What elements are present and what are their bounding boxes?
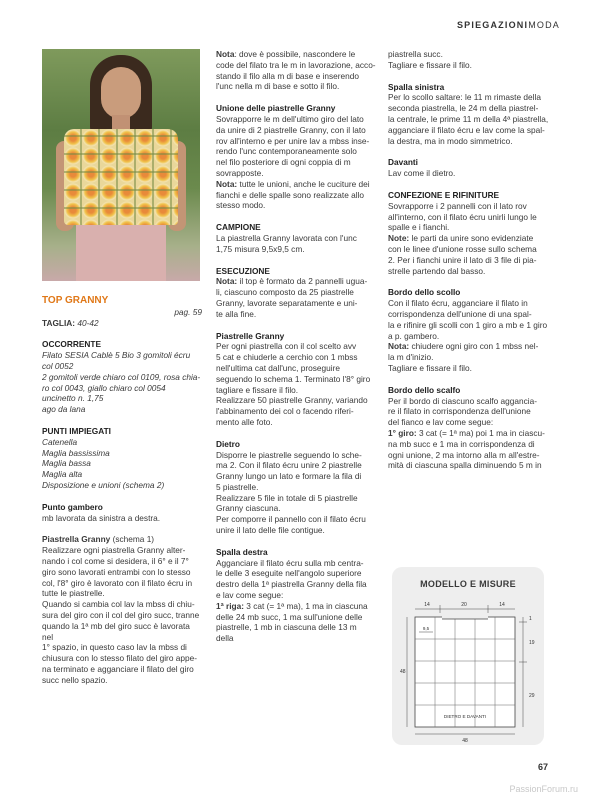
spalla-destra-heading: Spalla destra — [216, 546, 268, 557]
text-line: Realizzare 50 piastrelle Granny, variando — [216, 395, 368, 406]
page-number: 67 — [537, 762, 548, 772]
panel-label: DIETRO E DAVANTI — [443, 714, 487, 719]
text-line: Per ogni piastrella con il col scelto avv — [216, 341, 357, 352]
text-line: a p. gambero. — [388, 330, 440, 341]
text-line: Maglia alta — [42, 469, 83, 480]
scollo-text — [388, 298, 550, 341]
text-line: con le linee d'unione rosse sullo schema — [388, 243, 537, 254]
giro1-text: 1° giro: 3 cat (= 1ª ma) poi 1 ma in ciascu- na mb succ e 1 ma in corrispondenza di ogni unione, 2 ma intorno alla m all'estre- mità di ciascuna spalla diminuendo 5 m in — [388, 428, 550, 471]
text-line: Catenella — [42, 436, 78, 447]
text-line: stesso modo. — [216, 200, 266, 211]
text-line: 1,75 misura 9,5x9,5 cm. — [216, 243, 305, 254]
text-line: piastrelle, 1 mb in ciascuna delle 13 m della — [216, 622, 357, 644]
text-line: La piastrella Granny lavorata con l'unc — [216, 232, 357, 243]
esecuzione-heading: ESECUZIONE — [216, 265, 270, 276]
text-line: Sovrapporre le m dell'ultimo giro del lato — [216, 113, 364, 124]
column-2 — [216, 49, 376, 644]
piastrelle-heading: Piastrelle Granny — [216, 330, 285, 341]
text-line: Maglia bassissima — [42, 447, 110, 458]
text-line: nell'ultima cat dall'unc, proseguire — [216, 362, 340, 373]
text-line: Maglia bassa — [42, 458, 91, 469]
text-line: il top è formato da 2 pannelli ugua- — [237, 276, 368, 287]
text-line: la e rifinire gli scolli con 1 giro a mb e 1 giro — [388, 319, 548, 330]
text-line: la destra, ma in modo simmetrico. — [388, 135, 513, 146]
text-line: tutte le unioni, anche le cuciture dei — [237, 178, 370, 189]
text-line: destro della 1ª piastrella Granny della fila — [216, 579, 367, 590]
occorrente-heading: OCCORRENTE — [42, 339, 102, 350]
text-line: tagliare e fissare il filo. — [216, 384, 299, 395]
esecuzione-text: Nota: il top è formato da 2 pannelli ugua- li, ciascuno composto da 25 piastrelle Granny, lavorate separatamente e uni- te alla fine. — [216, 276, 376, 319]
text-line: chiudere ogni giro con 1 mbss nel- — [409, 341, 539, 352]
text-line: Tagliare e fissare il filo. — [388, 59, 472, 70]
dim-top-left: 14 — [424, 602, 430, 608]
confezione-note: Note: le parti da unire sono evidenziate con le linee d'unione rosse sullo schema 2. Per i fianchi unire il lato di 3 file di pia- strelle partendo dal basso. — [388, 233, 550, 276]
text-line: strelle partendo dal basso. — [388, 265, 486, 276]
dim-right-1: 1 — [529, 616, 532, 622]
watermark: PassionForum.ru — [509, 784, 578, 794]
text-line: da unire di 2 piastrelle Granny, con il lato — [216, 124, 366, 135]
text-line: Realizzare ogni piastrella Granny alter- — [42, 545, 186, 556]
text-line: rov all'interno e per unire lav a mbss inse- — [216, 135, 370, 146]
text-line: mità di ciascuna spalla diminuendo 5 m in — [388, 460, 542, 471]
text-line: 2. Per i fianchi unire il lato di 3 file di pia- — [388, 254, 537, 265]
unione-heading: Unione delle piastrelle Granny — [216, 103, 336, 114]
text-line: ago da lana — [42, 404, 86, 415]
confezione-text — [388, 201, 550, 233]
column-3 — [388, 49, 550, 471]
text-line: e lav come segue: — [216, 590, 284, 601]
text-line: li, ciascuno composto da 25 piastrelle — [216, 287, 354, 298]
neck-cutout — [442, 611, 488, 619]
text-line: nando i col come si desidera, il 6° e il 7° — [42, 555, 189, 566]
text-line: la m d'inizio. — [388, 352, 434, 363]
text-line: giro sono lavorati entrambi con lo stesso — [42, 566, 191, 577]
text-line: seconda piastrella, le 24 m della piastrel- — [388, 103, 539, 114]
text-line: Per lo scollo saltare: le 11 m rimaste della — [388, 92, 541, 103]
gambero-heading: Punto gambero — [42, 501, 103, 512]
text-line: Con il filato écru, agganciare il filato in — [388, 298, 528, 309]
text-line: sovrapposte. — [216, 167, 264, 178]
text-line: Granny, lavorate separatamente e uni- — [216, 297, 358, 308]
occorrente-list — [42, 350, 202, 415]
panel-outline — [415, 617, 515, 727]
text-line: unire il lato delle file contigue. — [216, 525, 325, 536]
text-line: spalle e i fianchi. — [388, 222, 450, 233]
page-reference: pag. 59 — [174, 306, 202, 317]
text-line: le delle 3 eseguite nell'angolo superiore — [216, 568, 362, 579]
text-line: 5 cat e chiuderle a cerchio con 1 mbss — [216, 352, 358, 363]
text-line: Filato SESIA Cablè 5 Bio 3 gomitoli écru — [42, 350, 191, 361]
text-line: sura del giro con il col del giro succ, tranne — [42, 609, 200, 620]
text-line: 1° spazio, in questo caso lav la mbss di — [42, 642, 187, 653]
dietro-heading: Dietro — [216, 438, 240, 449]
nota-paragraph: Nota: dove è possibile, nascondere le code del filato tra le m in lavorazione, acco- stando il filo alla m di base e inserendo l'unc nella m di base e sotto il filo. — [216, 49, 376, 92]
text-line: piastrella succ. — [388, 49, 443, 59]
text-line: re il filato in corrispondenza dell'unione — [388, 406, 531, 417]
text-line: Granny ciascuna. — [216, 503, 281, 514]
text-line: tutte le piastrelle. — [42, 588, 105, 599]
scalfo-heading: Bordo dello scalfo — [388, 384, 461, 395]
confezione-heading: CONFEZIONE E RIFINITURE — [388, 189, 500, 200]
granny-text — [42, 545, 202, 685]
text-line: na mb succ e 1 ma in corrispondenza di — [388, 438, 535, 449]
davanti-heading: Davanti — [388, 157, 418, 168]
piastrelle-text — [216, 341, 376, 427]
dim-right-3: 29 — [529, 693, 535, 699]
text-line: Granny lungo un lato e formare la fila di — [216, 471, 362, 482]
text-line: col, l'8° giro è lavorato con il filato écru in — [42, 577, 193, 588]
text-line: seguendo lo schema 1. Terminato l'8° giro — [216, 373, 371, 384]
text-line: Quando si cambia col lav la mbss di chiu- — [42, 599, 195, 610]
text-line: 5 piastrelle. — [216, 481, 259, 492]
scollo-heading: Bordo dello scollo — [388, 287, 461, 298]
dim-right-2: 19 — [529, 640, 535, 646]
scollo-note: Nota: chiudere ogni giro con 1 mbss nel- la m d'inizio. Tagliare e fissare il filo. — [388, 341, 550, 373]
model-photo — [42, 49, 200, 281]
spalla-destra-text — [216, 558, 376, 601]
riga1-text: 1ª riga: 3 cat (= 1ª ma), 1 ma in ciascuna delle 24 mb succ, 1 ma sull'unione delle piastrelle, 1 mb in ciascuna delle 13 m della — [216, 601, 376, 644]
text-line: succ nello spazio. — [42, 674, 108, 685]
dim-top-center: 20 — [461, 602, 467, 608]
text-line: mento alle foto. — [216, 416, 273, 427]
dim-top-right: 14 — [499, 602, 505, 608]
punti-list — [42, 437, 202, 491]
text-line: Tagliare e fissare il filo. — [388, 362, 472, 373]
text-line: del fianco e lav come segue: — [388, 417, 494, 428]
dietro-text — [216, 450, 376, 536]
text-line: uncinetto n. 1,75 — [42, 393, 104, 404]
text-line: Per comporre il pannello con il filato écru — [216, 514, 366, 525]
section-header — [457, 20, 560, 30]
measurements-box — [392, 567, 544, 745]
column-1 — [42, 296, 202, 686]
dim-bottom: 48 — [462, 738, 468, 744]
dim-left: 48 — [400, 669, 406, 675]
campione-text — [216, 233, 376, 255]
text-line: corrispondenza dell'unione di una spal- — [388, 308, 532, 319]
text-line: Sovrapporre i 2 pannelli con il lato rov — [388, 200, 527, 211]
gambero-text: mb lavorata da sinistra a destra. — [42, 512, 161, 523]
size-line: TAGLIA: 40-42 — [42, 317, 99, 328]
text-line: 3 cat (= 1ª ma), 1 ma in ciascuna — [243, 600, 368, 611]
section-header-light: MODA — [528, 20, 560, 30]
text-line: fianchi e delle spalle sono realizzate allo — [216, 189, 365, 200]
text-line: 2 gomitoli verde chiaro col 0109, rosa chia- — [42, 371, 201, 382]
davanti-text — [388, 168, 550, 179]
spalla-sinistra-heading: Spalla sinistra — [388, 81, 445, 92]
dim-tile: 9,5 — [422, 626, 430, 631]
text-line: agganciare il filato écru e lav come la spal- — [388, 124, 545, 135]
text-line: ma 2. Con il filato écru unire 2 piastrelle — [216, 460, 362, 471]
text-line: code del filato tra le m in lavorazione, acco- — [216, 59, 376, 70]
text-line: Lav come il dietro. — [388, 168, 456, 179]
granny-heading: Piastrella Granny (schema 1) — [42, 534, 155, 545]
text-line: quando la 1ª mb del giro succ è lavorata nel — [42, 620, 190, 642]
text-line: chiusura con lo stesso filato del giro appe- — [42, 653, 197, 664]
text-line: Realizzare 5 file in totale di 5 piastrelle — [216, 492, 358, 503]
text-line: l'unc nella m di base e sotto il filo. — [216, 81, 340, 92]
text-line: ro col 0043, giallo chiaro col 0054 — [42, 382, 166, 393]
text-line: stando il filo alla m di base e inserendo — [216, 70, 359, 81]
text-line: Per il bordo di ciascuno scalfo aggancia- — [388, 395, 537, 406]
scalfo-text — [388, 396, 550, 428]
text-line: Agganciare il filato écru sulla mb centra- — [216, 557, 364, 568]
text-line: te alla fine. — [216, 308, 257, 319]
text-line: rendo l'unc contemporaneamente solo — [216, 146, 357, 157]
text-line: le parti da unire sono evidenziate — [409, 233, 534, 244]
unione-text — [216, 114, 376, 179]
text-line: : dove è possibile, nascondere le — [234, 49, 356, 59]
text-line: nel filo posteriore di ogni coppia di m — [216, 157, 351, 168]
text-line: la centrale, le prime 11 m della 4ª piastrella, — [388, 113, 549, 124]
text-line: Disposizione e unioni (schema 2) — [42, 479, 165, 490]
text-line: Disporre le piastrelle seguendo lo sche- — [216, 449, 362, 460]
text-line: l'abbinamento dei col o facendo riferi- — [216, 406, 354, 417]
text-line: delle 24 mb succ, 1 ma sull'unione delle — [216, 611, 363, 622]
text-line: col 0052 — [42, 360, 74, 371]
spalla-sinistra-text — [388, 92, 550, 146]
section-header-bold: SPIEGAZIONI — [456, 20, 529, 30]
campione-heading: CAMPIONE — [216, 222, 261, 233]
punti-heading: PUNTI IMPIEGATI — [42, 425, 111, 436]
nota2-paragraph: Nota: tutte le unioni, anche le cuciture dei fianchi e delle spalle sono realizzate allo stesso modo. — [216, 179, 376, 211]
schematic-diagram — [392, 567, 544, 745]
text-line: na terminato e agganciare il filato del giro — [42, 663, 194, 674]
text-line: all'interno, con il filato écru unirli lungo le — [388, 211, 537, 222]
text-line: ogni unione, 2 ma intorno alla m all'estre- — [388, 449, 540, 460]
pattern-title: TOP GRANNY — [42, 295, 109, 306]
continued-text — [388, 49, 550, 71]
diagram-title: MODELLO E MISURE — [420, 579, 516, 589]
text-line: 3 cat (= 1ª ma) poi 1 ma in ciascu- — [416, 427, 545, 438]
